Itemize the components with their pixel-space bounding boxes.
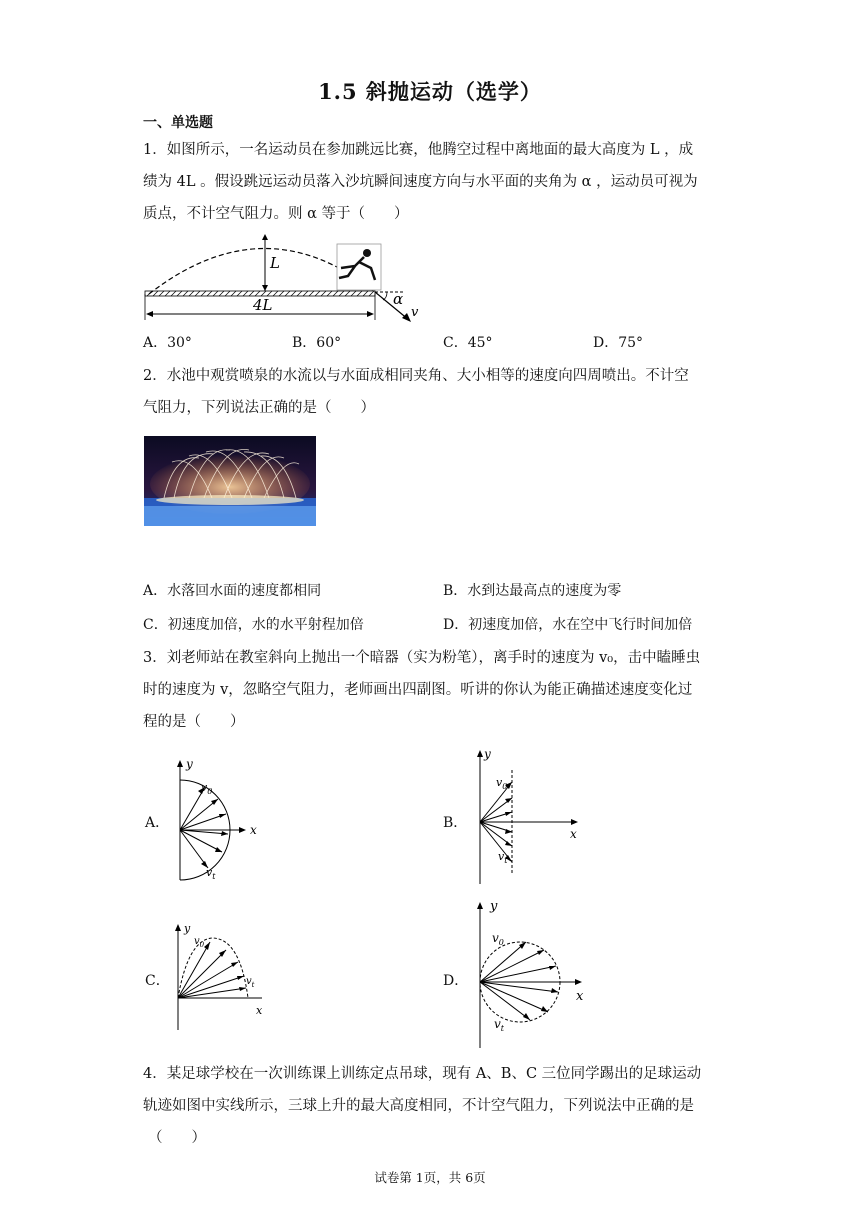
axis-y-label: y [484, 747, 491, 761]
q3-option-c: C． [145, 973, 170, 989]
velocity-label: v [411, 305, 419, 320]
vt-label: $v_t$ [246, 976, 255, 989]
axis-x-label: x [256, 1004, 263, 1017]
angle-label: α [393, 290, 404, 308]
page-title: 1.5 斜抛运动（选学） [318, 79, 542, 104]
v0-label: $v_0$ [496, 776, 508, 791]
q4-line-2: 轨迹如图中实线所示，三球上升的最大高度相同，不计空气阻力，下列说法中正确的是 [143, 1098, 694, 1114]
velocity-diagram-a [170, 756, 270, 884]
v0-label: $v_0$ [194, 936, 205, 949]
axis-y-label: y [490, 899, 498, 914]
velocity-diagram-d [470, 896, 592, 1050]
q1-option-d: D．75° [593, 335, 644, 351]
axis-y-label: y [184, 922, 191, 935]
q3-option-a: A． [145, 815, 170, 831]
q2-option-b: B．水到达最高点的速度为零 [443, 583, 622, 599]
v0-label: $v_0$ [492, 931, 504, 947]
axis-x-label: x [570, 827, 577, 841]
vt-label: $v_t$ [498, 850, 508, 865]
fountain-photo [144, 436, 316, 526]
vt-label: $v_t$ [494, 1017, 504, 1033]
q2-line-1: 2．水池中观赏喷泉的水流以与水面成相同夹角、大小相等的速度向四周喷出。不计空 [143, 368, 689, 384]
axis-y-label: y [186, 757, 193, 771]
q3-line-2: 时的速度为 v，忽略空气阻力，老师画出四副图。听讲的你认为能正确描述速度变化过 [143, 682, 693, 698]
section-heading: 一、单选题 [143, 115, 213, 131]
page-footer: 试卷第 1页，共 6页 [374, 1170, 486, 1185]
q2-line-2: 气阻力，下列说法正确的是（ ） [143, 400, 375, 416]
q1-option-b: B．60° [292, 335, 342, 351]
q3-option-b: B． [443, 815, 468, 831]
q1-option-a: A．30° [143, 335, 192, 351]
q3-line-1: 3．刘老师站在教室斜向上抛出一个暗器（实为粉笔），离手时的速度为 v₀，击中瞌睡虫 [143, 650, 701, 666]
vt-label: $v_t$ [206, 866, 216, 881]
q3-line-3: 程的是（ ） [143, 714, 245, 730]
velocity-diagram-b [468, 746, 588, 886]
q4-line-3: （ ） [148, 1130, 206, 1146]
long-jump-figure [143, 228, 423, 324]
q1-option-c: C．45° [443, 335, 493, 351]
q2-option-c: C．初速度加倍，水的水平射程加倍 [143, 617, 364, 633]
velocity-diagram-c [168, 920, 278, 1032]
height-label: L [270, 254, 280, 272]
axis-x-label: x [250, 823, 257, 837]
q1-line-1: 1．如图所示，一名运动员在参加跳远比赛，他腾空过程中离地面的最大高度为 L ，成 [143, 142, 694, 158]
q1-line-2: 绩为 4L 。假设跳远运动员落入沙坑瞬间速度方向与水平面的夹角为 α ，运动员可视为 [143, 174, 698, 190]
axis-x-label: x [576, 989, 584, 1004]
q1-line-3: 质点，不计空气阻力。则 α 等于（ ） [143, 206, 409, 222]
q2-option-a: A．水落回水面的速度都相同 [143, 583, 322, 599]
width-label: 4L [253, 296, 273, 314]
q3-option-d: D． [443, 973, 469, 989]
q4-line-1: 4．某足球学校在一次训练课上训练定点吊球，现有 A、B、C 三位同学踢出的足球运动 [143, 1066, 702, 1082]
v0-label: $v_0$ [201, 781, 213, 796]
q2-option-d: D．初速度加倍，水在空中飞行时间加倍 [443, 617, 693, 633]
